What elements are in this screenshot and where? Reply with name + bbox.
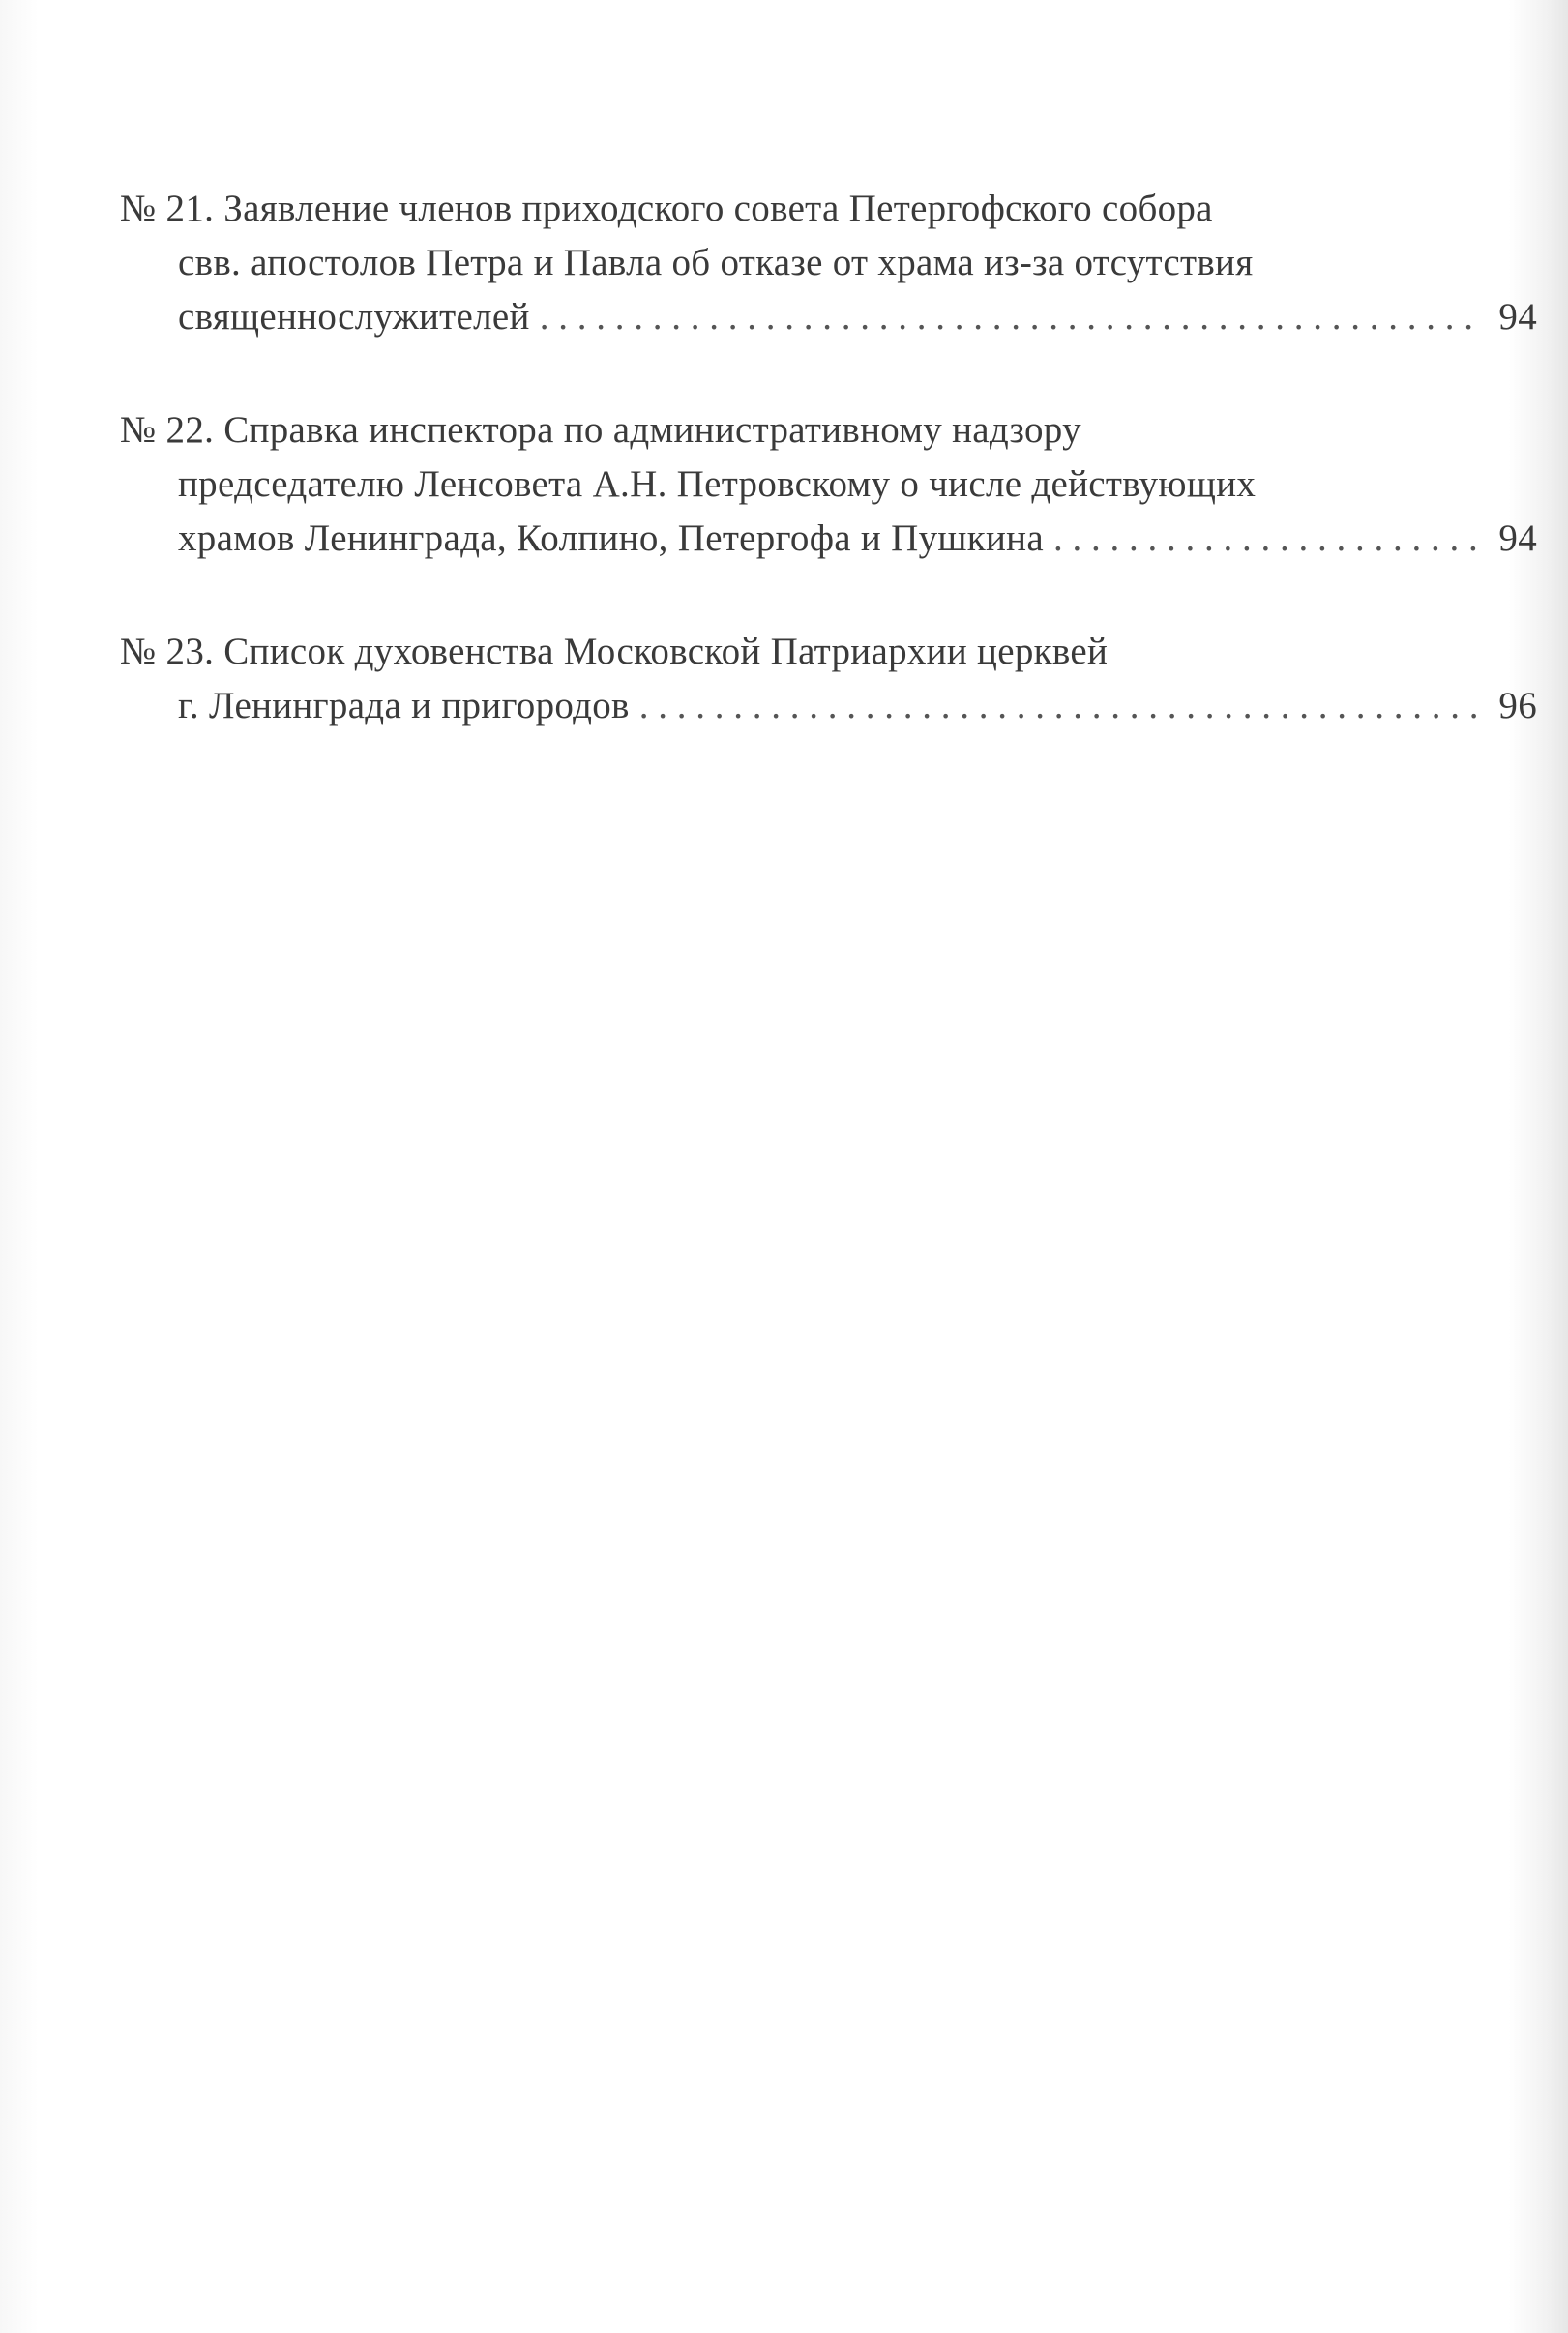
toc-entry-23 bbox=[120, 625, 1537, 733]
dot-leader bbox=[540, 290, 1481, 344]
dot-leader bbox=[639, 679, 1481, 733]
toc-entry-last-line bbox=[120, 679, 1537, 733]
page-number: 94 bbox=[1498, 296, 1537, 338]
toc-entry-text: храмов Ленинграда, Колпино, Петергофа и Пушкина bbox=[178, 517, 1044, 559]
toc-entry-title: № 23. Список духовенства Московской Патриархии церквей bbox=[120, 631, 1109, 672]
dot-leader bbox=[1053, 512, 1481, 566]
toc-entry-last-line bbox=[120, 290, 1537, 344]
table-of-contents bbox=[120, 182, 1537, 792]
toc-entry-title: № 22. Справка инспектора по административному надзору bbox=[120, 409, 1081, 451]
toc-entry-last-line bbox=[120, 512, 1537, 566]
toc-entry-text: г. Ленинграда и пригородов bbox=[178, 685, 630, 726]
toc-entry-continuation: свв. апостолов Петра и Павла об отказе от храма из-за отсутствия bbox=[178, 242, 1254, 283]
toc-entry-22 bbox=[120, 403, 1537, 566]
toc-entry-text: священнослужителей bbox=[178, 296, 530, 338]
toc-entry-21 bbox=[120, 182, 1537, 344]
page-number: 96 bbox=[1498, 685, 1537, 726]
toc-entry-continuation: председателю Ленсовета А.Н. Петровскому о числе действующих bbox=[178, 463, 1257, 505]
page-number: 94 bbox=[1498, 517, 1537, 559]
toc-entry-title: № 21. Заявление членов приходского совета Петергофского собора bbox=[120, 188, 1213, 229]
